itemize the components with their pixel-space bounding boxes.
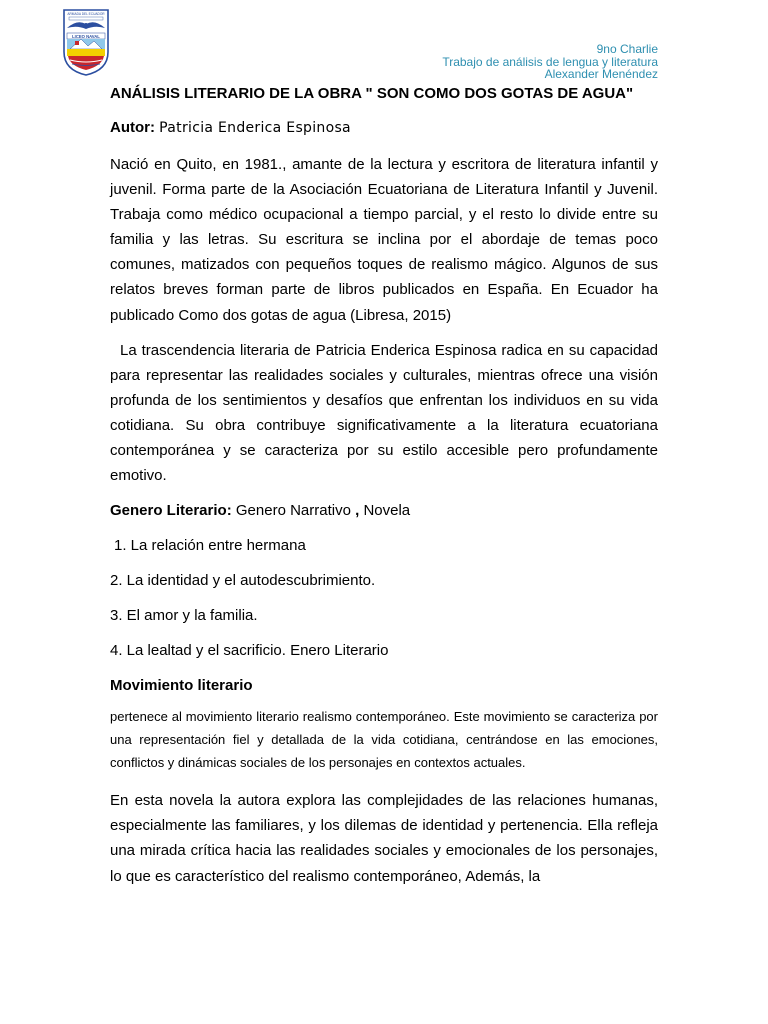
list-item: 4. La lealtad y el sacrificio. Enero Literario	[110, 642, 389, 660]
genre-value-2: Novela	[363, 502, 411, 520]
document-body	[110, 84, 658, 889]
document-title: ANÁLISIS LITERARIO DE LA OBRA " SON COMO DOS GOTAS DE AGUA"	[110, 85, 634, 102]
author-line	[110, 118, 658, 138]
movement-heading: Movimiento literario	[110, 677, 253, 695]
list-item: 1. La relación entre hermana	[114, 537, 306, 555]
crest-banner-text: LICEO NAVAL	[72, 34, 100, 39]
themes-list	[110, 533, 658, 663]
header-subject: Trabajo de análisis de lengua y literatura	[442, 54, 658, 69]
list-item: 2. La identidad y el autodescubrimiento.	[110, 572, 376, 590]
closing-paragraph: En esta novela la autora explora las complejidades de las relaciones humanas, especialmente las familiares, y los dilemas de identidad y pertenencia. Ella refleja una mirada crítica hacia las realidades sociales y emocionales de los personajes, lo que es característico del realismo contemporáneo, Además, la	[110, 792, 658, 885]
school-crest-logo	[61, 8, 111, 76]
genre-value: Genero Narrativo	[235, 502, 351, 520]
author-label: Autor:	[110, 119, 155, 136]
genre-line	[110, 498, 658, 523]
header-student: Alexander Menéndez	[544, 67, 658, 81]
crest-top-text: ARMADA DEL ECUADOR	[67, 12, 105, 16]
author-name: Patricia Enderica Espinosa	[159, 120, 351, 136]
genre-separator: ,	[355, 502, 360, 520]
movement-paragraph: pertenece al movimiento literario realismo contemporáneo. Este movimiento se caracteriza por una representación fiel y detallada de la vida cotidiana, centrándose en las emociones, conflictos y dinámicas sociales de los personajes en contextos actuales.	[110, 709, 658, 771]
header-class: 9no Charlie	[596, 42, 658, 56]
significance-paragraph: La trascendencia literaria de Patricia Enderica Espinosa radica en su capacidad para representar las realidades sociales y culturales, mientras ofrece una visión profunda de los sentimientos y desafíos que enfrentan los individuos en su vida cotidiana. Su obra contribuye significativamente a la literatura ecuatoriana contemporánea y se caracteriza por su estilo accesible pero profundamente emotivo.	[110, 341, 658, 485]
list-item: 3. El amor y la familia.	[110, 607, 258, 625]
document-header	[442, 43, 658, 81]
bio-paragraph: Nació en Quito, en 1981., amante de la lectura y escritora de literatura infantil y juvenil. Forma parte de la Asociación Ecuatoriana de Literatura Infantil y Juvenil. Trabaja como médico ocupacional a tiempo parcial, y el resto lo divide entre su familia y las letras. Su escritura se inclina por el abordaje de temas poco comunes, matizados con pequeños toques de realismo mágico. Algunos de sus relatos breves forman parte de libros publicados en España. En Ecuador ha publicado Como dos gotas de agua (Libresa, 2015)	[110, 156, 658, 324]
genre-label: Genero Literario:	[110, 502, 232, 520]
